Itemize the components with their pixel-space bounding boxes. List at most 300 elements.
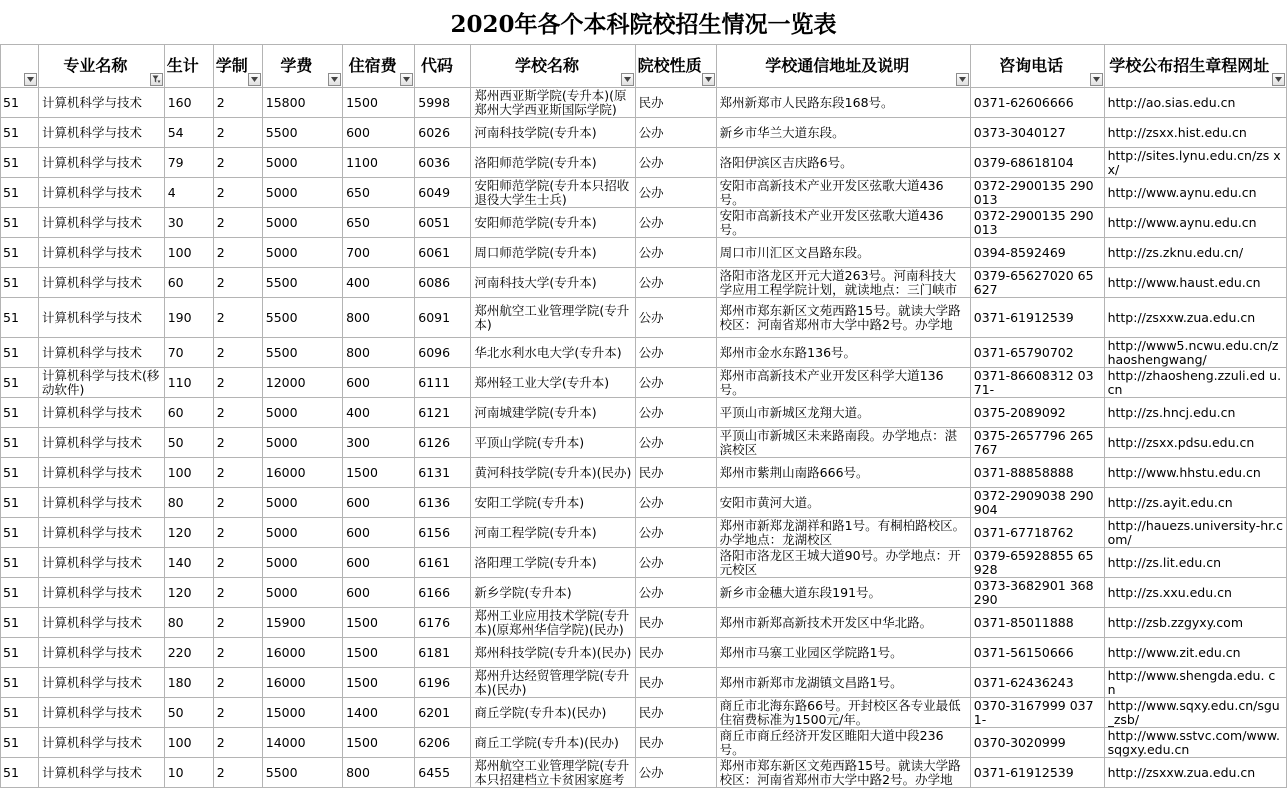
cell-years[interactable] (213, 268, 262, 298)
cell-school-type[interactable] (635, 548, 716, 578)
cell-school-name[interactable] (471, 728, 635, 758)
cell-major-name[interactable] (38, 88, 164, 118)
cell-row-prefix[interactable] (1, 608, 39, 638)
cell-school-type[interactable] (635, 638, 716, 668)
cell-enrollment[interactable] (164, 638, 213, 668)
cell-dorm-fee[interactable] (343, 548, 415, 578)
cell-phone[interactable] (970, 268, 1104, 298)
cell-dorm-fee[interactable] (343, 758, 415, 788)
cell-website[interactable] (1104, 208, 1286, 238)
cell-dorm-fee[interactable] (343, 668, 415, 698)
cell-school-name[interactable] (471, 698, 635, 728)
cell-school-type[interactable] (635, 118, 716, 148)
cell-address[interactable] (716, 518, 970, 548)
cell-school-name[interactable] (471, 268, 635, 298)
cell-phone[interactable] (970, 458, 1104, 488)
cell-code[interactable] (415, 118, 471, 148)
cell-major-name[interactable] (38, 268, 164, 298)
cell-major-name[interactable] (38, 148, 164, 178)
cell-row-prefix[interactable] (1, 458, 39, 488)
cell-tuition[interactable] (262, 488, 342, 518)
cell-text: 70 (167, 345, 184, 360)
cell-major-name[interactable] (38, 518, 164, 548)
cell-phone[interactable] (970, 398, 1104, 428)
filter-dropdown-icon[interactable] (702, 73, 715, 86)
cell-code[interactable] (415, 668, 471, 698)
cell-school-type[interactable] (635, 178, 716, 208)
cell-school-name[interactable] (471, 608, 635, 638)
cell-major-name[interactable] (38, 668, 164, 698)
cell-code[interactable] (415, 208, 471, 238)
cell-dorm-fee[interactable] (343, 428, 415, 458)
cell-tuition[interactable] (262, 428, 342, 458)
cell-row-prefix[interactable] (1, 148, 39, 178)
cell-text: 100 (167, 465, 192, 480)
cell-code[interactable] (415, 428, 471, 458)
cell-enrollment[interactable] (164, 368, 213, 398)
cell-row-prefix[interactable] (1, 428, 39, 458)
cell-code[interactable] (415, 368, 471, 398)
cell-major-name[interactable] (38, 458, 164, 488)
cell-phone[interactable] (970, 298, 1104, 338)
cell-years[interactable] (213, 488, 262, 518)
cell-enrollment[interactable] (164, 398, 213, 428)
cell-dorm-fee[interactable] (343, 88, 415, 118)
cell-website[interactable] (1104, 458, 1286, 488)
cell-text: http://www.sqxy.edu.cn/sgu_zsb/ (1107, 698, 1280, 727)
cell-dorm-fee[interactable] (343, 368, 415, 398)
cell-school-name[interactable] (471, 368, 635, 398)
cell-enrollment[interactable] (164, 338, 213, 368)
cell-school-type[interactable] (635, 698, 716, 728)
cell-enrollment[interactable] (164, 548, 213, 578)
cell-website[interactable] (1104, 518, 1286, 548)
cell-major-name[interactable] (38, 428, 164, 458)
cell-dorm-fee[interactable] (343, 518, 415, 548)
cell-years[interactable] (213, 428, 262, 458)
cell-years[interactable] (213, 758, 262, 788)
cell-website[interactable] (1104, 728, 1286, 758)
cell-enrollment[interactable] (164, 118, 213, 148)
cell-dorm-fee[interactable] (343, 178, 415, 208)
cell-code[interactable] (415, 578, 471, 608)
cell-major-name[interactable] (38, 338, 164, 368)
cell-address[interactable] (716, 638, 970, 668)
cell-phone[interactable] (970, 608, 1104, 638)
cell-tuition[interactable] (262, 88, 342, 118)
filter-dropdown-icon[interactable] (1090, 73, 1103, 86)
cell-years[interactable] (213, 668, 262, 698)
cell-website[interactable] (1104, 698, 1286, 728)
cell-school-name[interactable] (471, 298, 635, 338)
filter-dropdown-icon[interactable] (1272, 73, 1285, 86)
cell-major-name[interactable] (38, 368, 164, 398)
cell-row-prefix[interactable] (1, 698, 39, 728)
cell-years[interactable] (213, 88, 262, 118)
cell-phone[interactable] (970, 758, 1104, 788)
cell-tuition[interactable] (262, 398, 342, 428)
cell-tuition[interactable] (262, 578, 342, 608)
cell-tuition[interactable] (262, 208, 342, 238)
cell-address[interactable] (716, 398, 970, 428)
cell-phone[interactable] (970, 178, 1104, 208)
cell-years[interactable] (213, 338, 262, 368)
cell-text: 51 (3, 185, 19, 200)
cell-address[interactable] (716, 608, 970, 638)
cell-dorm-fee[interactable] (343, 698, 415, 728)
cell-row-prefix[interactable] (1, 758, 39, 788)
cell-years[interactable] (213, 728, 262, 758)
cell-row-prefix[interactable] (1, 178, 39, 208)
cell-school-name[interactable] (471, 578, 635, 608)
cell-phone[interactable] (970, 518, 1104, 548)
cell-years[interactable] (213, 148, 262, 178)
cell-school-type[interactable] (635, 238, 716, 268)
cell-dorm-fee[interactable] (343, 238, 415, 268)
cell-dorm-fee[interactable] (343, 458, 415, 488)
cell-major-name[interactable] (38, 118, 164, 148)
cell-dorm-fee[interactable] (343, 728, 415, 758)
cell-phone[interactable] (970, 208, 1104, 238)
cell-text: 计算机科学与技术 (41, 405, 142, 420)
cell-school-name[interactable] (471, 238, 635, 268)
cell-phone[interactable] (970, 698, 1104, 728)
cell-enrollment[interactable] (164, 268, 213, 298)
cell-code[interactable] (415, 398, 471, 428)
cell-code[interactable] (415, 698, 471, 728)
cell-website[interactable] (1104, 668, 1286, 698)
cell-address[interactable] (716, 428, 970, 458)
cell-dorm-fee[interactable] (343, 608, 415, 638)
cell-school-type[interactable] (635, 368, 716, 398)
cell-address[interactable] (716, 88, 970, 118)
cell-phone[interactable] (970, 238, 1104, 268)
cell-dorm-fee[interactable] (343, 148, 415, 178)
cell-website[interactable] (1104, 578, 1286, 608)
cell-major-name[interactable] (38, 548, 164, 578)
filter-dropdown-icon[interactable] (400, 73, 413, 86)
cell-row-prefix[interactable] (1, 338, 39, 368)
filter-dropdown-icon[interactable] (328, 73, 341, 86)
cell-row-prefix[interactable] (1, 548, 39, 578)
cell-address[interactable] (716, 148, 970, 178)
cell-website[interactable] (1104, 428, 1286, 458)
cell-major-name[interactable] (38, 488, 164, 518)
cell-website[interactable] (1104, 368, 1286, 398)
cell-address[interactable] (716, 238, 970, 268)
cell-website[interactable] (1104, 608, 1286, 638)
cell-school-name[interactable] (471, 668, 635, 698)
cell-dorm-fee[interactable] (343, 338, 415, 368)
cell-enrollment[interactable] (164, 428, 213, 458)
cell-school-type[interactable] (635, 518, 716, 548)
cell-code[interactable] (415, 458, 471, 488)
cell-tuition[interactable] (262, 698, 342, 728)
cell-school-type[interactable] (635, 728, 716, 758)
cell-dorm-fee[interactable] (343, 638, 415, 668)
cell-text: 80 (167, 495, 184, 510)
cell-enrollment[interactable] (164, 148, 213, 178)
cell-code[interactable] (415, 268, 471, 298)
cell-years[interactable] (213, 238, 262, 268)
cell-years[interactable] (213, 178, 262, 208)
cell-enrollment[interactable] (164, 208, 213, 238)
cell-phone[interactable] (970, 548, 1104, 578)
cell-dorm-fee[interactable] (343, 578, 415, 608)
cell-code[interactable] (415, 148, 471, 178)
cell-tuition[interactable] (262, 608, 342, 638)
cell-website[interactable] (1104, 398, 1286, 428)
cell-text: 6036 (418, 155, 451, 170)
cell-address[interactable] (716, 368, 970, 398)
cell-website[interactable] (1104, 488, 1286, 518)
cell-major-name[interactable] (38, 728, 164, 758)
cell-school-name[interactable] (471, 88, 635, 118)
cell-address[interactable] (716, 698, 970, 728)
cell-school-name[interactable] (471, 398, 635, 428)
cell-school-type[interactable] (635, 398, 716, 428)
cell-school-name[interactable] (471, 488, 635, 518)
cell-phone[interactable] (970, 338, 1104, 368)
cell-phone[interactable] (970, 578, 1104, 608)
cell-row-prefix[interactable] (1, 238, 39, 268)
cell-major-name[interactable] (38, 638, 164, 668)
cell-major-name[interactable] (38, 578, 164, 608)
cell-code[interactable] (415, 758, 471, 788)
cell-major-name[interactable] (38, 698, 164, 728)
cell-row-prefix[interactable] (1, 268, 39, 298)
cell-enrollment[interactable] (164, 88, 213, 118)
cell-tuition[interactable] (262, 368, 342, 398)
cell-school-type[interactable] (635, 208, 716, 238)
cell-website[interactable] (1104, 178, 1286, 208)
cell-row-prefix[interactable] (1, 638, 39, 668)
cell-dorm-fee[interactable] (343, 208, 415, 238)
cell-address[interactable] (716, 178, 970, 208)
cell-code[interactable] (415, 518, 471, 548)
cell-enrollment[interactable] (164, 728, 213, 758)
cell-phone[interactable] (970, 638, 1104, 668)
cell-tuition[interactable] (262, 728, 342, 758)
cell-school-name[interactable] (471, 178, 635, 208)
cell-major-name[interactable] (38, 178, 164, 208)
cell-years[interactable] (213, 638, 262, 668)
cell-school-name[interactable] (471, 338, 635, 368)
cell-major-name[interactable] (38, 298, 164, 338)
cell-website[interactable] (1104, 298, 1286, 338)
cell-phone[interactable] (970, 728, 1104, 758)
cell-dorm-fee[interactable] (343, 488, 415, 518)
cell-school-type[interactable] (635, 578, 716, 608)
cell-tuition[interactable] (262, 178, 342, 208)
cell-code[interactable] (415, 548, 471, 578)
cell-code[interactable] (415, 88, 471, 118)
cell-years[interactable] (213, 518, 262, 548)
cell-tuition[interactable] (262, 238, 342, 268)
cell-years[interactable] (213, 118, 262, 148)
cell-row-prefix[interactable] (1, 208, 39, 238)
cell-tuition[interactable] (262, 298, 342, 338)
cell-address[interactable] (716, 668, 970, 698)
cell-enrollment[interactable] (164, 608, 213, 638)
cell-address[interactable] (716, 578, 970, 608)
filter-dropdown-icon[interactable] (24, 73, 37, 86)
cell-school-type[interactable] (635, 148, 716, 178)
cell-phone[interactable] (970, 368, 1104, 398)
cell-enrollment[interactable] (164, 758, 213, 788)
cell-enrollment[interactable] (164, 488, 213, 518)
cell-years[interactable] (213, 368, 262, 398)
cell-school-type[interactable] (635, 608, 716, 638)
cell-website[interactable] (1104, 338, 1286, 368)
cell-row-prefix[interactable] (1, 728, 39, 758)
cell-tuition[interactable] (262, 548, 342, 578)
cell-code[interactable] (415, 728, 471, 758)
cell-address[interactable] (716, 118, 970, 148)
cell-code[interactable] (415, 638, 471, 668)
cell-phone[interactable] (970, 668, 1104, 698)
cell-row-prefix[interactable] (1, 578, 39, 608)
cell-website[interactable] (1104, 118, 1286, 148)
cell-school-type[interactable] (635, 428, 716, 458)
cell-tuition[interactable] (262, 668, 342, 698)
cell-enrollment[interactable] (164, 578, 213, 608)
cell-tuition[interactable] (262, 338, 342, 368)
cell-tuition[interactable] (262, 758, 342, 788)
cell-code[interactable] (415, 488, 471, 518)
cell-code[interactable] (415, 338, 471, 368)
cell-phone[interactable] (970, 148, 1104, 178)
cell-tuition[interactable] (262, 118, 342, 148)
cell-school-name[interactable] (471, 758, 635, 788)
cell-years[interactable] (213, 578, 262, 608)
cell-website[interactable] (1104, 638, 1286, 668)
cell-enrollment[interactable] (164, 458, 213, 488)
cell-text: 计算机科学与技术 (41, 310, 142, 325)
cell-school-type[interactable] (635, 88, 716, 118)
cell-years[interactable] (213, 698, 262, 728)
cell-row-prefix[interactable] (1, 518, 39, 548)
cell-school-type[interactable] (635, 338, 716, 368)
cell-school-name[interactable] (471, 208, 635, 238)
cell-website[interactable] (1104, 548, 1286, 578)
cell-enrollment[interactable] (164, 298, 213, 338)
cell-school-type[interactable] (635, 298, 716, 338)
cell-tuition[interactable] (262, 148, 342, 178)
cell-enrollment[interactable] (164, 178, 213, 208)
cell-school-type[interactable] (635, 488, 716, 518)
cell-major-name[interactable] (38, 208, 164, 238)
cell-text: 2 (216, 585, 225, 600)
cell-tuition[interactable] (262, 518, 342, 548)
cell-enrollment[interactable] (164, 238, 213, 268)
cell-school-type[interactable] (635, 758, 716, 788)
filter-active-icon[interactable] (150, 73, 163, 86)
cell-website[interactable] (1104, 148, 1286, 178)
cell-dorm-fee[interactable] (343, 398, 415, 428)
cell-school-name[interactable] (471, 638, 635, 668)
cell-school-name[interactable] (471, 118, 635, 148)
cell-school-name[interactable] (471, 148, 635, 178)
cell-years[interactable] (213, 458, 262, 488)
cell-enrollment[interactable] (164, 698, 213, 728)
cell-row-prefix[interactable] (1, 398, 39, 428)
cell-years[interactable] (213, 548, 262, 578)
cell-tuition[interactable] (262, 638, 342, 668)
cell-school-name[interactable] (471, 458, 635, 488)
cell-years[interactable] (213, 208, 262, 238)
cell-school-name[interactable] (471, 428, 635, 458)
cell-code[interactable] (415, 238, 471, 268)
filter-dropdown-icon[interactable] (956, 73, 969, 86)
cell-years[interactable] (213, 608, 262, 638)
cell-text: 洛阳师范学院(专升本) (474, 155, 597, 170)
cell-major-name[interactable] (38, 398, 164, 428)
filter-dropdown-icon[interactable] (248, 73, 261, 86)
cell-row-prefix[interactable] (1, 668, 39, 698)
table-row (1, 698, 1287, 728)
cell-school-type[interactable] (635, 668, 716, 698)
cell-row-prefix[interactable] (1, 298, 39, 338)
cell-row-prefix[interactable] (1, 88, 39, 118)
cell-school-type[interactable] (635, 458, 716, 488)
cell-address[interactable] (716, 208, 970, 238)
cell-years[interactable] (213, 298, 262, 338)
cell-enrollment[interactable] (164, 668, 213, 698)
cell-dorm-fee[interactable] (343, 268, 415, 298)
cell-phone[interactable] (970, 428, 1104, 458)
cell-row-prefix[interactable] (1, 368, 39, 398)
cell-phone[interactable] (970, 88, 1104, 118)
cell-years[interactable] (213, 398, 262, 428)
cell-address[interactable] (716, 298, 970, 338)
cell-website[interactable] (1104, 238, 1286, 268)
cell-address[interactable] (716, 728, 970, 758)
cell-major-name[interactable] (38, 608, 164, 638)
cell-phone[interactable] (970, 118, 1104, 148)
cell-row-prefix[interactable] (1, 118, 39, 148)
filter-dropdown-icon[interactable] (621, 73, 634, 86)
cell-website[interactable] (1104, 758, 1286, 788)
cell-school-name[interactable] (471, 518, 635, 548)
cell-phone[interactable] (970, 488, 1104, 518)
cell-website[interactable] (1104, 268, 1286, 298)
cell-major-name[interactable] (38, 758, 164, 788)
cell-code[interactable] (415, 608, 471, 638)
cell-dorm-fee[interactable] (343, 118, 415, 148)
cell-text: 5000 (265, 555, 298, 570)
cell-address[interactable] (716, 758, 970, 788)
cell-enrollment[interactable] (164, 518, 213, 548)
cell-major-name[interactable] (38, 238, 164, 268)
cell-address[interactable] (716, 268, 970, 298)
cell-code[interactable] (415, 178, 471, 208)
cell-code[interactable] (415, 298, 471, 338)
cell-address[interactable] (716, 458, 970, 488)
cell-address[interactable] (716, 338, 970, 368)
cell-row-prefix[interactable] (1, 488, 39, 518)
header-row (1, 45, 1287, 88)
cell-website[interactable] (1104, 88, 1286, 118)
cell-tuition[interactable] (262, 268, 342, 298)
cell-dorm-fee[interactable] (343, 298, 415, 338)
cell-school-name[interactable] (471, 548, 635, 578)
cell-tuition[interactable] (262, 458, 342, 488)
cell-address[interactable] (716, 548, 970, 578)
cell-text: 计算机科学与技术 (41, 525, 142, 540)
cell-school-type[interactable] (635, 268, 716, 298)
cell-address[interactable] (716, 488, 970, 518)
